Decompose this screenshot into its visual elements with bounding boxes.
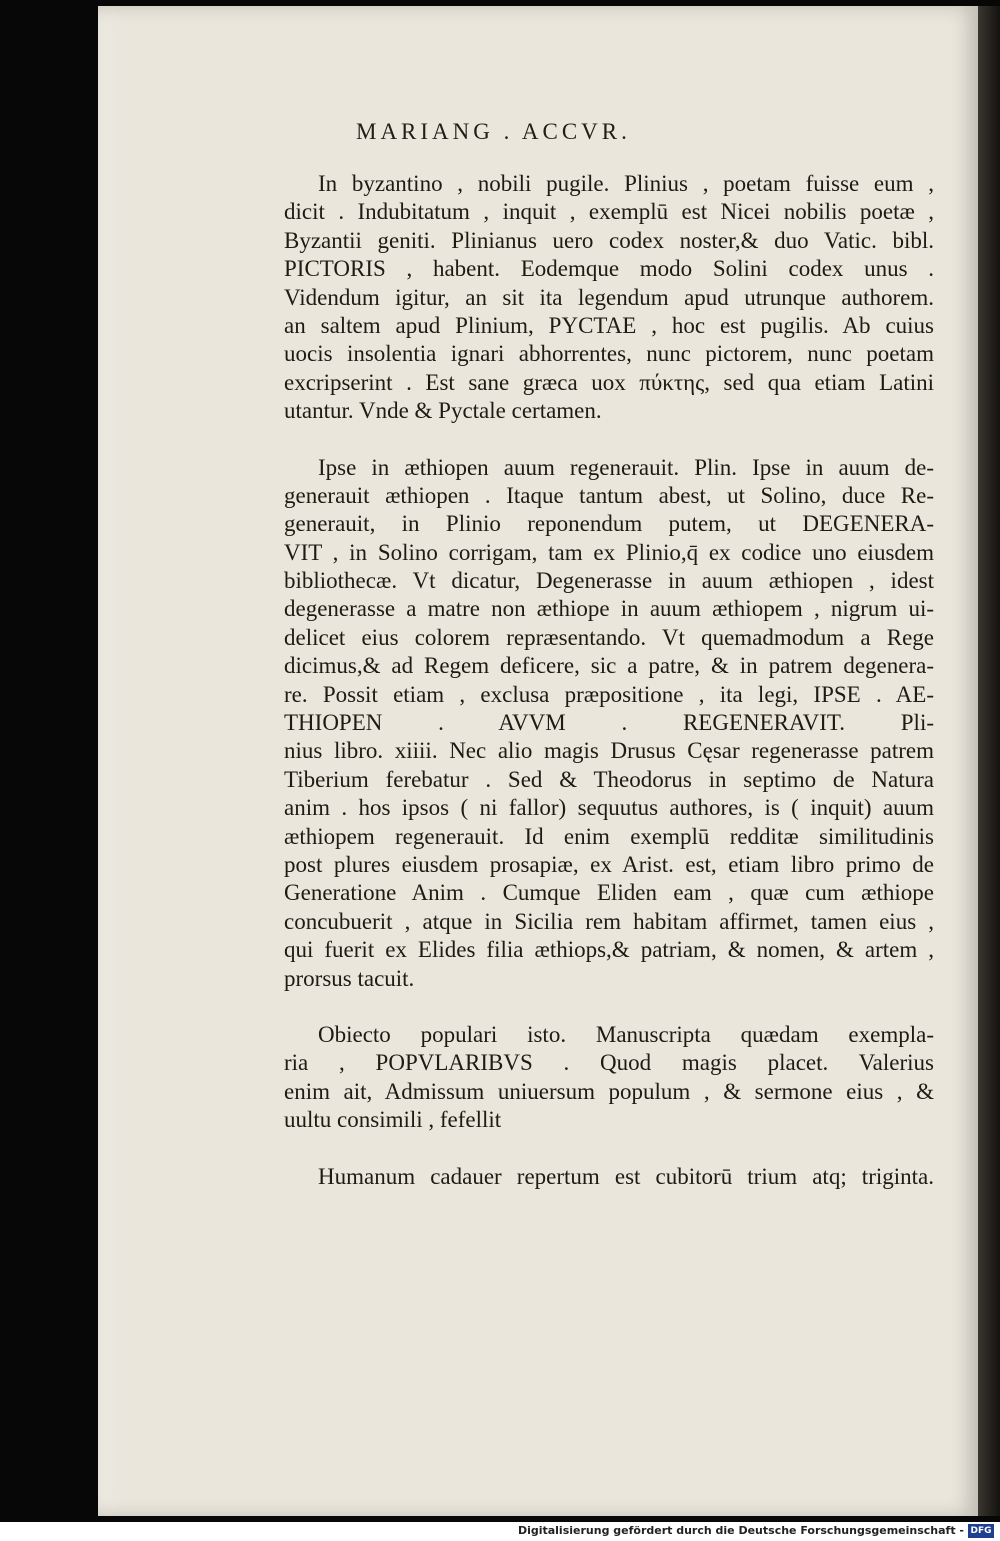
- text-line: æthiopem regenerauit. Id enim exemplū redditæ similitudinis: [284, 823, 934, 849]
- dfg-logo-icon: DFG: [968, 1524, 994, 1538]
- text-block: [284, 170, 934, 1191]
- text-line: concubuerit , atque in Sicilia rem habitam affirmet, tamen eius ,: [284, 908, 934, 934]
- text-line: post plures eiusdem prosapiæ, ex Arist. est, etiam libro primo de: [284, 851, 934, 877]
- text-line: bibliothecæ. Vt dicatur, Degenerasse in auum æthiopen , idest: [284, 568, 934, 594]
- paragraph-humanum: [284, 1163, 934, 1191]
- text-line: excripserint . Est sane græca uox πύκτης, sed qua etiam Latini: [284, 369, 934, 395]
- text-line: an saltem apud Plinium, PYCTAE , hoc est pugilis. Ab cuius: [284, 312, 934, 338]
- text-line: Obiecto populari isto. Manuscripta quædam exempla-: [318, 1021, 934, 1047]
- text-line: delicet eius colorem repræsentando. Vt quemadmodum a Rege: [284, 624, 934, 650]
- text-line: In byzantino , nobili pugile. Plinius , poetam fuisse eum ,: [318, 171, 934, 196]
- text-line: Videndum igitur, an sit ita legendum apud utrunque authorem.: [284, 284, 934, 310]
- text-line: Tiberium ferebatur . Sed & Theodorus in septimo de Natura: [284, 766, 934, 792]
- running-head: MARIANG . ACCVR.: [356, 119, 631, 144]
- text-line: VIT , in Solino corrigam, tam ex Plinio,q̄ ex codice uno eiusdem: [284, 539, 934, 565]
- text-line: uocis insolentia ignari abhorrentes, nunc pictorem, nunc poetam: [284, 341, 934, 367]
- text-line: nius libro. xiiii. Nec alio magis Drusus Cęsar regenerasse patrem: [284, 738, 934, 764]
- text-line: qui fuerit ex Elides filia æthiops,& patriam, & nomen, & artem ,: [284, 937, 934, 963]
- footer-credit: Digitalisierung gefördert durch die Deutsche Forschungsgemeinschaft -: [517, 1524, 964, 1537]
- text-line: dicit . Indubitatum , inquit , exemplū est Nicei nobilis poetæ ,: [284, 199, 934, 225]
- text-line: generauit æthiopen . Itaque tantum abest, ut Solino, duce Re-: [284, 482, 934, 508]
- text-line: enim ait, Admissum uniuersum populum , & sermone eius , &: [284, 1078, 934, 1104]
- paragraph-populari: [284, 1021, 934, 1135]
- text-line: PICTORIS , habent. Eodemque modo Solini codex unus .: [284, 256, 934, 282]
- text-line: Humanum cadauer repertum est cubitorū trium atq; triginta.: [318, 1163, 934, 1189]
- text-line: generauit, in Plinio reponendum putem, ut DEGENERA-: [284, 511, 934, 537]
- text-line: THIOPEN . AVVM . REGENERAVIT. Pli-: [284, 710, 934, 736]
- text-line: utantur. Vnde & Pyctale certamen.: [284, 398, 602, 424]
- page-edge-shadow: [978, 6, 1000, 1516]
- text-line: dicimus,& ad Regem deficere, sic a patre, & in patrem degenera-: [284, 653, 934, 679]
- text-line: uultu consimili , fefellit: [284, 1107, 502, 1133]
- text-line: re. Possit etiam , exclusa præpositione , ita legi, IPSE . AE-: [284, 681, 934, 707]
- text-line: Ipse in æthiopen auum regenerauit. Plin. Ipse in auum de-: [318, 454, 934, 480]
- footer-strip: [0, 1522, 1000, 1541]
- paragraph-aethiopen: [284, 454, 934, 993]
- text-line: prorsus tacuit.: [284, 965, 415, 991]
- text-line: degenerasse a matre non æthiope in auum æthiopem , nigrum ui-: [284, 596, 934, 622]
- text-line: anim . hos ipsos ( ni fallor) sequutus authores, is ( inquit) auum: [284, 795, 934, 821]
- text-line: ria , POPVLARIBVS . Quod magis placet. Valerius: [284, 1050, 934, 1076]
- paragraph-byzantino: [284, 170, 934, 426]
- text-line: Byzantii geniti. Plinianus uero codex noster,& duo Vatic. bibl.: [284, 227, 934, 253]
- text-line: Generatione Anim . Cumque Eliden eam , quæ cum æthiope: [284, 880, 934, 906]
